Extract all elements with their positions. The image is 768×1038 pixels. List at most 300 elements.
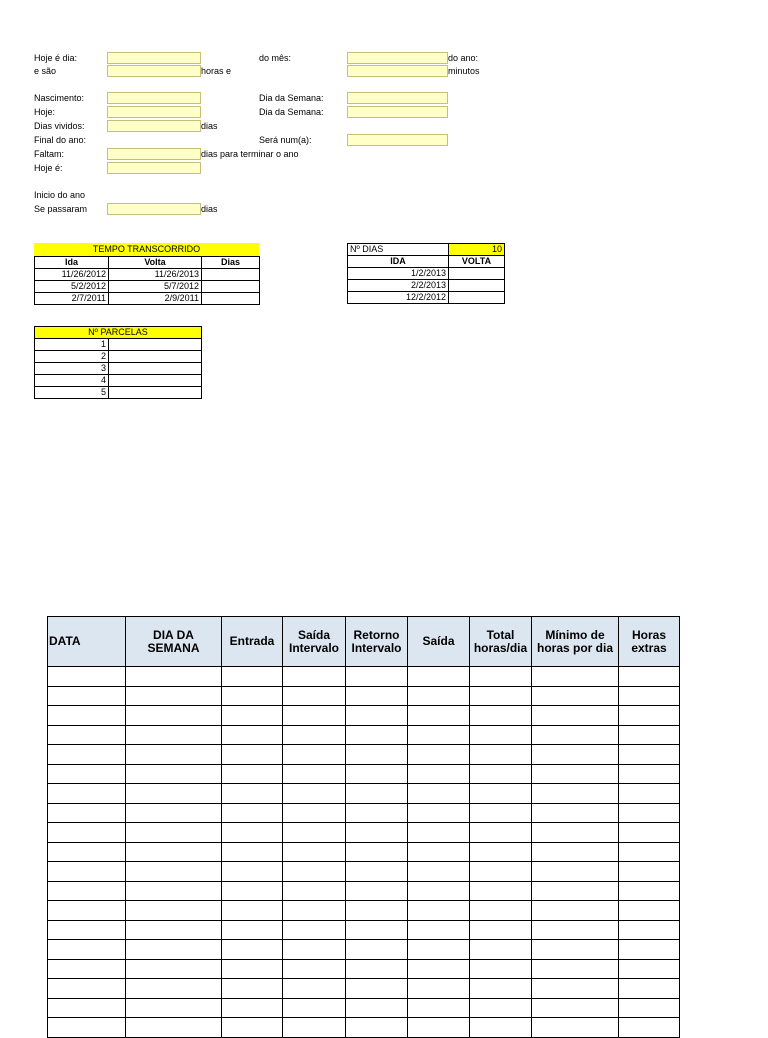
timesheet-cell[interactable]	[470, 667, 532, 687]
table-row	[35, 387, 202, 399]
timesheet-cell[interactable]	[619, 979, 680, 999]
timesheet-cell[interactable]	[222, 998, 283, 1018]
timesheet-cell[interactable]	[532, 745, 619, 765]
timesheet-cell[interactable]	[283, 862, 346, 882]
timesheet-cell[interactable]	[470, 784, 532, 804]
timesheet-cell[interactable]	[346, 745, 408, 765]
timesheet-cell[interactable]	[222, 823, 283, 843]
tempo-cell[interactable]: 2/9/2011	[109, 293, 202, 305]
ndias-cell[interactable]: 1/2/2013	[348, 268, 449, 280]
header-text: Mínimo de	[545, 627, 605, 642]
timesheet-cell[interactable]	[408, 803, 470, 823]
header-text: SEMANA	[147, 640, 200, 655]
header-data	[48, 617, 126, 667]
timesheet-cell[interactable]	[48, 862, 126, 882]
timesheet-cell[interactable]	[283, 881, 346, 901]
timesheet-cell[interactable]	[222, 706, 283, 726]
timesheet-cell[interactable]	[283, 725, 346, 745]
header-text: Intervalo	[351, 640, 402, 655]
timesheet-cell[interactable]	[532, 1018, 619, 1038]
timesheet-header-row	[48, 617, 680, 667]
input-minutos[interactable]	[347, 65, 448, 77]
timesheet-cell[interactable]	[283, 745, 346, 765]
table-row	[348, 292, 505, 304]
label-hoje: Hoje:	[34, 107, 56, 117]
timesheet-cell[interactable]	[619, 803, 680, 823]
timesheet-cell[interactable]	[408, 842, 470, 862]
timesheet-cell[interactable]	[470, 745, 532, 765]
table-row	[48, 920, 680, 940]
table-row	[48, 784, 680, 804]
timesheet-cell[interactable]	[48, 881, 126, 901]
header-text: Horas	[631, 627, 666, 642]
header-saida-intervalo	[283, 617, 346, 667]
timesheet-cell[interactable]	[283, 803, 346, 823]
timesheet-cell[interactable]	[619, 823, 680, 843]
tempo-cell[interactable]	[202, 281, 260, 293]
timesheet-cell[interactable]	[48, 725, 126, 745]
header-text: DIA DA	[153, 627, 194, 642]
table-row	[48, 842, 680, 862]
table-row	[48, 901, 680, 921]
label-do-mes: do mês:	[259, 53, 292, 63]
timesheet-cell[interactable]	[126, 959, 222, 979]
timesheet-cell[interactable]	[283, 1018, 346, 1038]
timesheet-cell[interactable]	[470, 706, 532, 726]
tempo-cell[interactable]	[202, 293, 260, 305]
parcela-number: 4	[35, 375, 109, 387]
table-row	[48, 998, 680, 1018]
timesheet-cell[interactable]	[48, 979, 126, 999]
table-row	[48, 862, 680, 882]
parcela-value[interactable]	[109, 339, 202, 351]
table-row	[48, 764, 680, 784]
timesheet-cell[interactable]	[126, 881, 222, 901]
timesheet-cell[interactable]	[126, 1018, 222, 1038]
table-row	[35, 363, 202, 375]
timesheet-cell[interactable]	[408, 764, 470, 784]
parcelas-title: Nº PARCELAS	[35, 327, 202, 339]
table-row	[48, 823, 680, 843]
timesheet-cell[interactable]	[346, 979, 408, 999]
timesheet-cell[interactable]	[48, 823, 126, 843]
timesheet-cell[interactable]	[283, 686, 346, 706]
tempo-cell[interactable]: 2/7/2011	[35, 293, 109, 305]
timesheet-cell[interactable]	[126, 823, 222, 843]
timesheet-cell[interactable]	[126, 745, 222, 765]
timesheet-cell[interactable]	[283, 667, 346, 687]
label-dias-2: dias	[201, 204, 218, 214]
label-nascimento: Nascimento:	[34, 93, 85, 103]
timesheet-cell[interactable]	[346, 667, 408, 687]
timesheet-cell[interactable]	[470, 823, 532, 843]
ndias-cell[interactable]: 2/2/2013	[348, 280, 449, 292]
tempo-header: Ida	[35, 257, 109, 269]
ndias-cell[interactable]: 12/2/2012	[348, 292, 449, 304]
parcela-value[interactable]	[109, 351, 202, 363]
timesheet-cell[interactable]	[408, 920, 470, 940]
ndias-value[interactable]: 10	[449, 244, 505, 256]
timesheet-cell[interactable]	[346, 725, 408, 745]
timesheet-cell[interactable]	[470, 1018, 532, 1038]
timesheet-cell[interactable]	[283, 940, 346, 960]
table-row	[35, 281, 260, 293]
parcela-number: 3	[35, 363, 109, 375]
timesheet-cell[interactable]	[48, 842, 126, 862]
timesheet-cell[interactable]	[283, 998, 346, 1018]
timesheet-cell[interactable]	[222, 920, 283, 940]
table-row	[348, 268, 505, 280]
timesheet-cell[interactable]	[126, 979, 222, 999]
timesheet-cell[interactable]	[470, 725, 532, 745]
timesheet-cell[interactable]	[408, 667, 470, 687]
timesheet-cell[interactable]	[222, 745, 283, 765]
input-dia-semana-2[interactable]	[347, 106, 448, 118]
ndias-label: Nº DIAS	[348, 244, 449, 256]
timesheet-cell[interactable]	[470, 959, 532, 979]
timesheet-cell[interactable]	[532, 862, 619, 882]
timesheet-cell[interactable]	[470, 901, 532, 921]
timesheet-cell[interactable]	[222, 764, 283, 784]
parcela-value[interactable]	[109, 387, 202, 399]
table-row	[48, 745, 680, 765]
timesheet-cell[interactable]	[346, 940, 408, 960]
timesheet-cell[interactable]	[48, 745, 126, 765]
input-faltam[interactable]	[107, 148, 201, 160]
timesheet-body	[48, 667, 680, 1038]
timesheet-cell[interactable]	[532, 959, 619, 979]
timesheet-cell[interactable]	[532, 920, 619, 940]
tempo-header: Volta	[109, 257, 202, 269]
timesheet-cell[interactable]	[619, 686, 680, 706]
timesheet-cell[interactable]	[619, 784, 680, 804]
table-row	[35, 269, 260, 281]
input-dia-semana-1[interactable]	[347, 92, 448, 104]
table-row	[48, 940, 680, 960]
timesheet-cell[interactable]	[532, 784, 619, 804]
timesheet-cell[interactable]	[222, 901, 283, 921]
label-dia-semana-2: Dia da Semana:	[259, 107, 324, 117]
header-text: Saída	[297, 627, 330, 642]
timesheet-cell[interactable]	[222, 725, 283, 745]
timesheet-cell[interactable]	[283, 979, 346, 999]
timesheet-cell[interactable]	[470, 842, 532, 862]
timesheet-cell[interactable]	[408, 979, 470, 999]
table-row	[48, 725, 680, 745]
timesheet-cell[interactable]	[222, 842, 283, 862]
timesheet-cell[interactable]	[283, 706, 346, 726]
parcela-number: 2	[35, 351, 109, 363]
timesheet-cell[interactable]	[126, 764, 222, 784]
timesheet-cell[interactable]	[126, 920, 222, 940]
timesheet-cell[interactable]	[408, 959, 470, 979]
timesheet-cell[interactable]	[346, 1018, 408, 1038]
timesheet-cell[interactable]	[48, 1018, 126, 1038]
timesheet-cell[interactable]	[532, 940, 619, 960]
timesheet-cell[interactable]	[222, 686, 283, 706]
timesheet-cell[interactable]	[126, 998, 222, 1018]
table-row	[348, 280, 505, 292]
timesheet-cell[interactable]	[346, 803, 408, 823]
input-horas[interactable]	[107, 65, 201, 77]
timesheet-cell[interactable]	[408, 823, 470, 843]
header-text: extras	[631, 640, 667, 655]
timesheet-table	[47, 616, 680, 1038]
timesheet-cell[interactable]	[346, 862, 408, 882]
header-horas-extras	[619, 617, 680, 667]
parcela-value[interactable]	[109, 375, 202, 387]
tempo-cell[interactable]	[202, 269, 260, 281]
timesheet-cell[interactable]	[283, 920, 346, 940]
timesheet-cell[interactable]	[532, 998, 619, 1018]
timesheet-cell[interactable]	[48, 998, 126, 1018]
label-se-passaram: Se passaram	[34, 204, 88, 214]
timesheet-cell[interactable]	[619, 745, 680, 765]
timesheet-cell[interactable]	[408, 725, 470, 745]
timesheet-cell[interactable]	[470, 920, 532, 940]
timesheet-cell[interactable]	[346, 881, 408, 901]
timesheet-cell[interactable]	[222, 1018, 283, 1038]
header-text: Intervalo	[288, 640, 339, 655]
timesheet-cell[interactable]	[126, 706, 222, 726]
tempo-header: Dias	[202, 257, 260, 269]
label-inicio-do-ano: Inicio do ano	[34, 190, 86, 200]
input-se-passaram[interactable]	[107, 203, 201, 215]
timesheet-cell[interactable]	[222, 979, 283, 999]
header-retorno-intervalo	[346, 617, 408, 667]
label-dias-terminar: dias para terminar o ano	[201, 149, 299, 159]
table-row	[35, 339, 202, 351]
header-text: Retorno	[353, 627, 400, 642]
timesheet-cell[interactable]	[619, 725, 680, 745]
timesheet-cell[interactable]	[48, 920, 126, 940]
timesheet-cell[interactable]	[48, 706, 126, 726]
input-dias-vividos[interactable]	[107, 120, 201, 132]
timesheet-cell[interactable]	[408, 706, 470, 726]
parcela-value[interactable]	[109, 363, 202, 375]
timesheet-cell[interactable]	[619, 881, 680, 901]
label-faltam: Faltam:	[34, 149, 65, 159]
tempo-cell[interactable]: 5/7/2012	[109, 281, 202, 293]
timesheet-cell[interactable]	[283, 959, 346, 979]
timesheet-cell[interactable]	[532, 842, 619, 862]
timesheet-cell[interactable]	[408, 881, 470, 901]
timesheet-cell[interactable]	[470, 998, 532, 1018]
timesheet-cell[interactable]	[408, 901, 470, 921]
timesheet-cell[interactable]	[283, 823, 346, 843]
label-do-ano: do ano:	[448, 53, 479, 63]
timesheet-cell[interactable]	[283, 764, 346, 784]
header-text: horas/dia	[473, 640, 528, 655]
timesheet-cell[interactable]	[346, 959, 408, 979]
table-row	[48, 667, 680, 687]
tempo-header-row	[35, 257, 260, 269]
header-data-text: DATA	[49, 634, 81, 648]
label-final-do-ano: Final do ano:	[34, 135, 87, 145]
table-row	[48, 706, 680, 726]
tempo-table	[34, 256, 260, 305]
timesheet-cell[interactable]	[283, 842, 346, 862]
ndias-header-row	[348, 256, 505, 268]
header-dia-da-semana	[126, 617, 222, 667]
ndias-cell[interactable]	[449, 268, 505, 280]
timesheet-cell[interactable]	[532, 686, 619, 706]
tempo-title: TEMPO TRANSCORRIDO	[34, 243, 259, 256]
timesheet-cell[interactable]	[619, 901, 680, 921]
input-nascimento[interactable]	[107, 92, 201, 104]
timesheet-cell[interactable]	[470, 764, 532, 784]
timesheet-cell[interactable]	[222, 959, 283, 979]
header-text: Saída	[422, 634, 455, 648]
timesheet-cell[interactable]	[532, 667, 619, 687]
header-minimo-horas	[532, 617, 619, 667]
timesheet-cell[interactable]	[222, 784, 283, 804]
table-row	[48, 686, 680, 706]
label-minutos: minutos	[448, 66, 480, 76]
timesheet-cell[interactable]	[619, 862, 680, 882]
timesheet-cell[interactable]	[532, 764, 619, 784]
timesheet-cell[interactable]	[619, 998, 680, 1018]
ndias-header: IDA	[348, 256, 449, 268]
input-sera-num[interactable]	[347, 134, 448, 146]
label-dias-1: dias	[201, 121, 218, 131]
timesheet-cell[interactable]	[126, 784, 222, 804]
label-dia-semana-1: Dia da Semana:	[259, 93, 324, 103]
table-row	[48, 881, 680, 901]
timesheet-cell[interactable]	[532, 725, 619, 745]
timesheet-cell[interactable]	[408, 686, 470, 706]
parcelas-table	[34, 326, 202, 399]
timesheet-cell[interactable]	[470, 940, 532, 960]
timesheet-cell[interactable]	[408, 1018, 470, 1038]
timesheet-cell[interactable]	[222, 862, 283, 882]
tempo-cell[interactable]: 5/2/2012	[35, 281, 109, 293]
timesheet-cell[interactable]	[126, 842, 222, 862]
tempo-cell[interactable]: 11/26/2012	[35, 269, 109, 281]
timesheet-cell[interactable]	[346, 823, 408, 843]
timesheet-cell[interactable]	[532, 979, 619, 999]
timesheet-cell[interactable]	[346, 686, 408, 706]
timesheet-cell[interactable]	[346, 842, 408, 862]
timesheet-cell[interactable]	[346, 706, 408, 726]
timesheet-cell[interactable]	[346, 998, 408, 1018]
timesheet-cell[interactable]	[48, 803, 126, 823]
timesheet-cell[interactable]	[532, 706, 619, 726]
timesheet-cell[interactable]	[48, 901, 126, 921]
timesheet-cell[interactable]	[408, 998, 470, 1018]
parcelas-title-row	[35, 327, 202, 339]
timesheet-cell[interactable]	[222, 667, 283, 687]
ndias-cell[interactable]	[449, 280, 505, 292]
label-dias-vividos: Dias vividos:	[34, 121, 85, 131]
timesheet-cell[interactable]	[470, 803, 532, 823]
timesheet-cell[interactable]	[126, 940, 222, 960]
ndias-table	[347, 243, 505, 304]
timesheet-cell[interactable]	[346, 901, 408, 921]
timesheet-cell[interactable]	[126, 686, 222, 706]
timesheet-cell[interactable]	[48, 764, 126, 784]
label-sera-num: Será num(a):	[259, 135, 312, 145]
timesheet-cell[interactable]	[126, 901, 222, 921]
input-dia[interactable]	[107, 52, 201, 64]
label-e-sao: e são	[34, 66, 57, 76]
table-row	[35, 351, 202, 363]
timesheet-cell[interactable]	[619, 764, 680, 784]
table-row	[48, 803, 680, 823]
timesheet-cell[interactable]	[619, 667, 680, 687]
input-hoje[interactable]	[107, 106, 201, 118]
timesheet-cell[interactable]	[126, 667, 222, 687]
timesheet-cell[interactable]	[126, 725, 222, 745]
timesheet-cell[interactable]	[532, 823, 619, 843]
timesheet-cell[interactable]	[283, 901, 346, 921]
timesheet-cell[interactable]	[346, 764, 408, 784]
header-text: Total	[486, 627, 515, 642]
ndias-cell[interactable]	[449, 292, 505, 304]
ndias-label-row	[348, 244, 505, 256]
timesheet-cell[interactable]	[222, 940, 283, 960]
header-text: Entrada	[229, 634, 275, 648]
timesheet-cell[interactable]	[48, 686, 126, 706]
timesheet-cell[interactable]	[532, 901, 619, 921]
timesheet-cell[interactable]	[470, 686, 532, 706]
timesheet-cell[interactable]	[48, 959, 126, 979]
timesheet-cell[interactable]	[470, 881, 532, 901]
timesheet-cell[interactable]	[619, 706, 680, 726]
header-saida	[408, 617, 470, 667]
tempo-cell[interactable]: 11/26/2013	[109, 269, 202, 281]
timesheet-cell[interactable]	[619, 940, 680, 960]
timesheet-cell[interactable]	[408, 862, 470, 882]
timesheet-cell[interactable]	[532, 803, 619, 823]
timesheet-cell[interactable]	[48, 784, 126, 804]
header-total-horas-dia	[470, 617, 532, 667]
timesheet-cell[interactable]	[619, 920, 680, 940]
input-mes[interactable]	[347, 52, 448, 64]
header-entrada	[222, 617, 283, 667]
input-hoje-e[interactable]	[107, 162, 201, 174]
timesheet-cell[interactable]	[346, 920, 408, 940]
timesheet-cell[interactable]	[222, 881, 283, 901]
label-horas-e: horas e	[201, 66, 232, 76]
timesheet-cell[interactable]	[619, 842, 680, 862]
ndias-header: VOLTA	[449, 256, 505, 268]
timesheet-cell[interactable]	[470, 862, 532, 882]
timesheet-cell[interactable]	[470, 979, 532, 999]
label-hoje-e-dia: Hoje é dia:	[34, 53, 78, 63]
table-row	[48, 979, 680, 999]
timesheet-cell[interactable]	[532, 881, 619, 901]
timesheet-cell[interactable]	[408, 784, 470, 804]
timesheet-cell[interactable]	[222, 803, 283, 823]
timesheet-cell[interactable]	[619, 959, 680, 979]
parcela-number: 5	[35, 387, 109, 399]
timesheet-cell[interactable]	[126, 803, 222, 823]
timesheet-cell[interactable]	[48, 667, 126, 687]
timesheet-cell[interactable]	[619, 1018, 680, 1038]
timesheet-cell[interactable]	[408, 745, 470, 765]
timesheet-cell[interactable]	[48, 940, 126, 960]
parcela-number: 1	[35, 339, 109, 351]
table-row	[35, 293, 260, 305]
table-row	[48, 1018, 680, 1038]
timesheet-cell[interactable]	[283, 784, 346, 804]
timesheet-cell[interactable]	[126, 862, 222, 882]
header-text: horas por dia	[536, 640, 613, 655]
table-row	[35, 375, 202, 387]
timesheet-cell[interactable]	[346, 784, 408, 804]
timesheet-cell[interactable]	[408, 940, 470, 960]
